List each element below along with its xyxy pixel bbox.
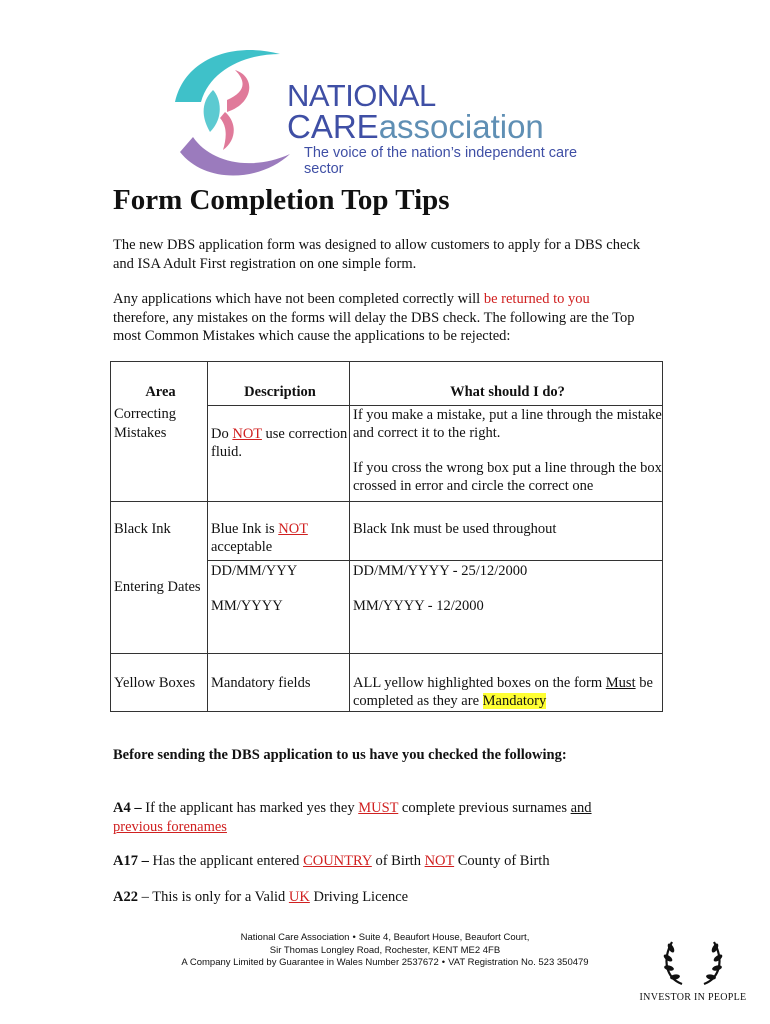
laurel-wreath-icon [638,932,748,990]
check-a22: A22 – This is only for a Valid UK Driving Licence [113,889,409,905]
table-row [111,501,663,560]
table-row [111,405,663,501]
common-mistakes-table [110,361,663,712]
header-area: Area [111,362,208,406]
cell-what-to-do: If you make a mistake, put a line through the mistake and correct it to the right. If you cross the wrong box put a line through the box crossed in error and circle the correct one [350,405,663,501]
iip-label: INVESTOR IN PEOPLE [639,992,747,1003]
header-description: Description [208,362,350,406]
nca-swirl-icon [165,42,295,182]
cell-area: Yellow Boxes [111,653,208,711]
table-row [111,653,663,711]
cell-description: Blue Ink is NOT acceptable [208,501,350,560]
cell-area: Black Ink [111,501,208,560]
logo-national: NATIONAL [287,78,436,113]
cell-area: Correcting Mistakes [111,405,208,501]
cell-description: Mandatory fields [208,653,350,711]
check-a17: A17 – Has the applicant entered COUNTRY of Birth NOT County of Birth [113,853,550,869]
cell-what-to-do: ALL yellow highlighted boxes on the form Must be completed as they are Mandatory [350,653,663,711]
checklist-heading: Before sending the DBS application to us have you checked the following: [113,747,567,763]
logo-tagline: The voice of the nation’s independent care sector [304,145,578,177]
logo-care-association: CAREassociation [287,108,544,145]
cell-description: Do NOT use correction fluid. [208,405,350,501]
intro-paragraph: The new DBS application form was designed to allow customers to apply for a DBS check and ISA Adult First registration on one simple form. [113,237,641,272]
check-a4: A4 – If the applicant has marked yes they MUST complete previous surnames and previous forenames [113,800,592,835]
cell-what-to-do: Black Ink must be used throughout [350,501,663,560]
cell-what-to-do: DD/MM/YYYY - 25/12/2000 MM/YYYY - 12/2000 [350,560,663,653]
cell-description: DD/MM/YYY MM/YYYY [208,560,350,653]
table-header-row [111,362,663,406]
nca-logo [165,42,615,182]
warning-paragraph: Any applications which have not been completed correctly will be returned to you therefore, any mistakes on the forms will delay the DBS check. The following are the Top most Common Mistakes which cause the applications to be rejected: [113,291,635,344]
investor-in-people-logo [638,932,748,1012]
page-title: Form Completion Top Tips [113,184,450,216]
table-row [111,560,663,653]
footer-address: National Care Association• Suite 4, Beaufort House, Beaufort Court, Sir Thomas Longley Road, Rochester, KENT ME2 4FB A Company Limited by Guarantee in Wales Number 2537672• VAT Registration No. 523 350479 [140,932,630,970]
header-what-to-do: What should I do? [350,362,663,406]
cell-area: Entering Dates [111,560,208,653]
